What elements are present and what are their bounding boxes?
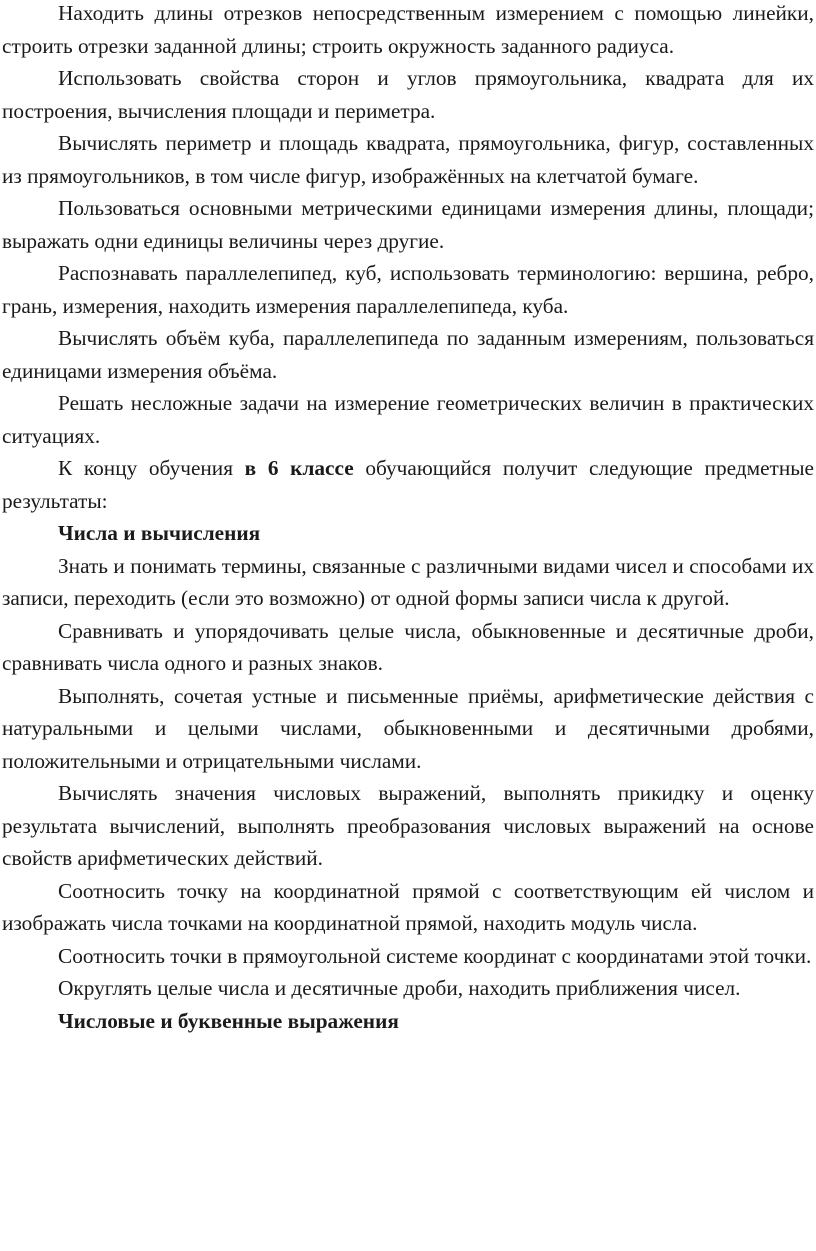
paragraph-compare-numbers: Сравнивать и упорядочивать целые числа, обыкновенные и десятичные дроби, сравнивать числа одного и разных знаков. (2, 618, 814, 675)
paragraph-perimeter-area: Вычислять периметр и площадь квадрата, прямоугольника, фигур, составленных из прямоугольников, в том числе фигур, изображённых на клетчатой бумаге. (2, 131, 814, 188)
paragraph-measure-segments: Находить длины отрезков непосредственным измерением с помощью линейки, строить отрезки заданной длины; строить окружность заданного радиуса. (2, 1, 814, 58)
paragraph-coordinate-line: Соотносить точку на координатной прямой с соответствующим ей числом и изображать числа точками на координатной прямой, находить модуль числа. (2, 878, 814, 935)
paragraph-volume: Вычислять объём куба, параллелепипеда по заданным измерениям, пользоваться единицами измерения объёма. (2, 326, 814, 383)
paragraph-metric-units: Пользоваться основными метрическими единицами измерения длины, площади; выражать одни единицы величины через другие. (2, 196, 814, 253)
intro-text-before: К концу обучения (58, 456, 245, 480)
intro-text-bold: в 6 классе (244, 456, 354, 480)
paragraph-rectangle-properties: Использовать свойства сторон и углов прямоугольника, квадрата для их построения, вычисления площади и периметра. (2, 66, 814, 123)
paragraph-practical-tasks: Решать несложные задачи на измерение геометрических величин в практических ситуациях. (2, 391, 814, 448)
intro-text-after: обучающийся получит следующие предметные результаты: (2, 456, 815, 513)
paragraph-rounding: Округлять целые числа и десятичные дроби, находить приближения чисел. (58, 976, 741, 1000)
paragraph-number-terms: Знать и понимать термины, связанные с различными видами чисел и способами их записи, переходить (если это возможно) от одной формы записи числа к другой. (2, 553, 814, 610)
paragraph-parallelepiped: Распознавать параллелепипед, куб, использовать терминологию: вершина, ребро, грань, измерения, находить измерения параллелепипеда, куба. (2, 261, 814, 318)
paragraph-expression-values: Вычислять значения числовых выражений, выполнять прикидку и оценку результата вычислений, выполнять преобразования числовых выражений на основе свойств арифметических действий. (2, 781, 814, 870)
paragraph-grade-6-intro (2, 452, 814, 517)
section-heading-numbers: Числа и вычисления (58, 521, 261, 545)
paragraph-arithmetic: Выполнять, сочетая устные и письменные приёмы, арифметические действия с натуральными и целыми числами, обыкновенными и десятичными дробями, положительными и отрицательными числами. (2, 683, 814, 773)
section-heading-expressions: Числовые и буквенные выражения (58, 1008, 399, 1033)
paragraph-coordinate-plane: Соотносить точки в прямоугольной системе координат с координатами этой точки. (58, 943, 812, 968)
